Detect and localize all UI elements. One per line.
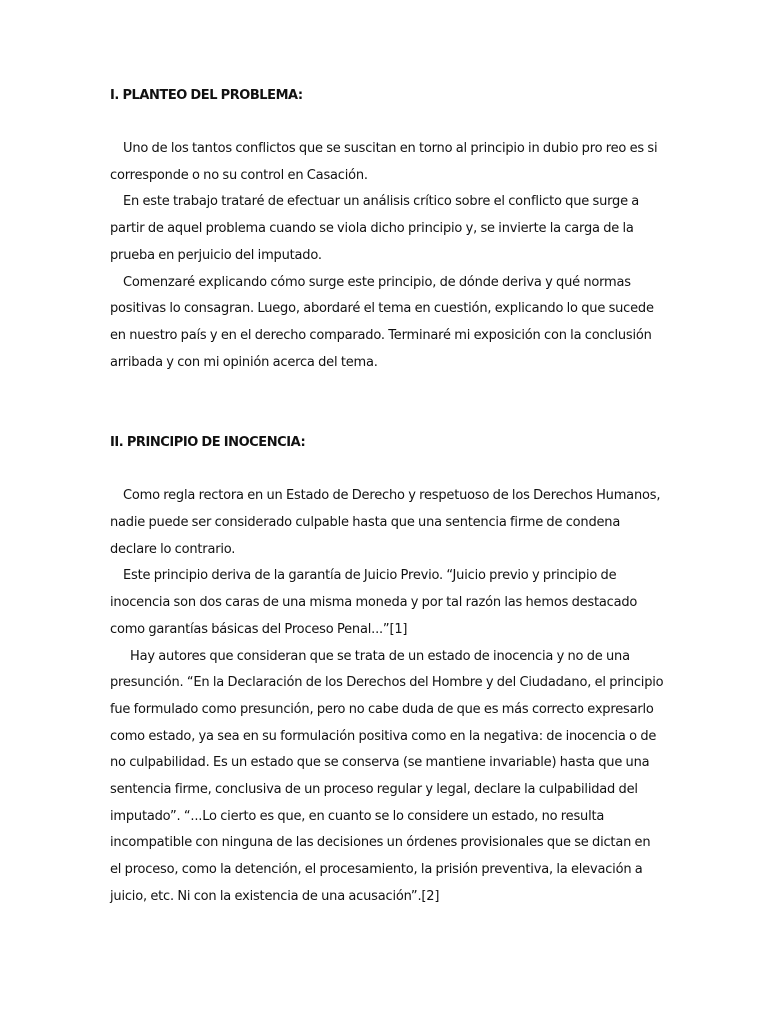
paragraph: Hay autores que consideran que se trata de un estado de inocencia y no de una presunción. “En la Declaración de los Derechos del Hombre y del Ciudadano, el principio fue formulado como presunción, pero no cabe duda de que es más correcto expresarlo como estado, ya sea en su formulación positiva como en la negativa: de inocencia o de no culpabilidad. Es un estado que se conserva (se mantiene invariable) hasta que una sentencia firme, conclusiva de un proceso regular y legal, declare la culpabilidad del imputado”. “...Lo cierto es que, en cuanto se lo considere un estado, no resulta incompatible con ninguna de las decisiones un órdenes provisionales que se dictan en el proceso, como la detención, el procesamiento, la prisión preventiva, la elevación a juicio, etc. Ni con la existencia de una acusación”.[2] xyxy=(110,648,664,904)
paragraph: En este trabajo trataré de efectuar un análisis crítico sobre el conflicto que surge a partir de aquel problema cuando se viola dicho principio y, se invierte la carga de la prueba en perjuicio del imputado. xyxy=(110,194,640,263)
spacer xyxy=(110,456,665,483)
paragraph: Este principio deriva de la garantía de Juicio Previo. “Juicio previo y principio de inocencia son dos caras de una misma moneda y por tal razón las hemos destacado como garantías básicas del Proceso Penal...”[1] xyxy=(110,568,638,637)
spacer xyxy=(110,109,665,136)
paragraph: Uno de los tantos conflictos que se suscitan en torno al principio in dubio pro reo es si corresponde o no su control en Casación. xyxy=(110,141,658,183)
section-heading-planteo: I. PLANTEO DEL PROBLEMA: xyxy=(110,88,303,103)
document-body xyxy=(110,82,665,911)
paragraph: Comenzaré explicando cómo surge este principio, de dónde deriva y qué normas positivas lo consagran. Luego, abordaré el tema en cuestión, explicando lo que sucede en nuestro país y en el derecho comparado. Terminaré mi exposición con la conclusión arribada y con mi opinión acerca del tema. xyxy=(110,274,654,370)
section-heading-principio-inocencia: II. PRINCIPIO DE INOCENCIA: xyxy=(110,435,306,451)
paragraph: Como regla rectora en un Estado de Derecho y respetuoso de los Derechos Humanos, nadie puede ser considerado culpable hasta que una sentencia firme de condena declare lo contrario. xyxy=(110,488,661,557)
spacer xyxy=(110,376,665,429)
